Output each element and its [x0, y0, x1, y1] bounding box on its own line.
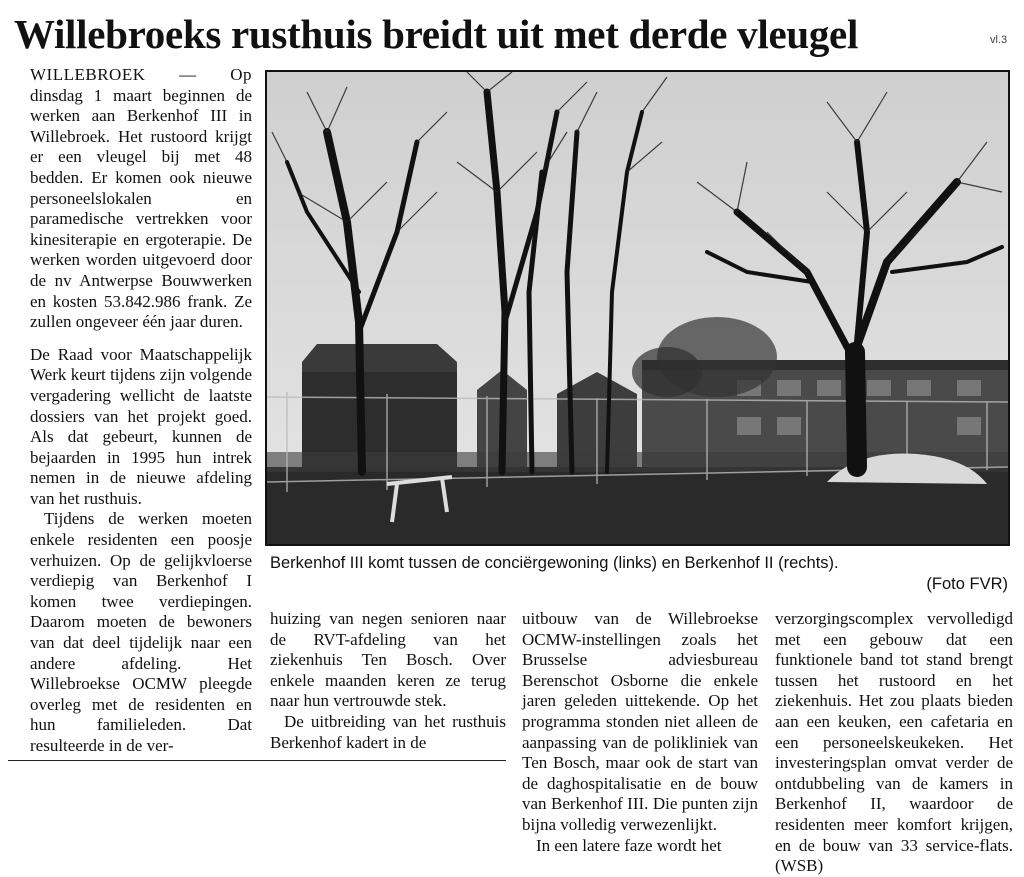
caption-text: Berkenhof III komt tussen de conciërgewoning (links) en Berkenhof II (rechts). — [270, 554, 839, 572]
paragraph: uitbouw van de Willebroekse OCMW-instellingen zoals het Brusselse adviesbureau Berenschot Osborne die enkele jaren geleden uittekende. Op het programma stonden niet alleen de aanpassing van de polikliniek van Ten Bosch, maar ook de start van de daghospitalisatie en de bouw van Berkenhof III. Die punten zijn bijna volledig verwezenlijkt. — [522, 609, 758, 834]
paragraph: Tijdens de werken moeten enkele residenten een poosje verhuizen. Op de gelijkvloerse verdiepig van Berkenhof I komen twee verdiepingen. Daarom moeten de bewoners van dat deel tijdelijk naar een andere afdeling. Het Willebroekse OCMW pleegde overleg met de residenten en hun familieleden. Dat resulteerde in de ver- — [30, 509, 252, 755]
column-rule — [8, 760, 506, 761]
paragraph: verzorgingscomplex vervolledigd met een gebouw dat een funktionele band tot stand brengt tussen het rustoord en het ziekenhuis. Het zou plaats bieden aan een keuken, een cafetaria en een personeelskeukeken. Het investeringsplan omvat verder de ontdubbeling van de kamers in Berkenhof II, waardoor de residenten meer komfort krijgen, en de bouw van 33 service-flats. (WSB) — [775, 609, 1013, 876]
dateline: WILLEBROEK — Op — [30, 65, 252, 84]
paragraph: huizing van negen senioren naar de RVT-afdeling van het ziekenhuis Ten Bosch. Over enkele maanden keren ze terug naar hun vertrouwde stek. — [270, 609, 506, 711]
paragraph: De uitbreiding van het rusthuis Berkenhof kadert in de — [270, 711, 506, 752]
lead-paragraph: dinsdag 1 maart beginnen de werken aan Berkenhof III in Willebroek. Het rustoord krijgt er een vleugel bij met 48 bedden. Er komen ook nieuwe personeelslokalen en paramedische vertrekken voor kinesiterapie en ergoterapie. De werken worden uitgevoerd door de nv Antwerpse Bouwwerken en kosten 53.842.986 frank. Ze zullen ongeveer één jaar duren. — [30, 85, 252, 332]
photo-credit: (Foto FVR) — [926, 575, 1008, 593]
article-column-3 — [522, 609, 758, 856]
article-column-1 — [30, 65, 252, 757]
article-column-2 — [270, 609, 506, 753]
article-column-4 — [775, 609, 1013, 877]
headline: Willebroeks rusthuis breidt uit met derde vleugel — [14, 11, 859, 57]
paragraph: De Raad voor Maatschappelijk Werk keurt tijdens zijn volgende vergadering wellicht de laatste dossiers van het projekt goed. Als dat gebeurt, kunnen de bejaarden in 1995 hun intrek nemen in de nieuwe afdeling van het rusthuis. — [30, 344, 252, 508]
page-corner-mark: vl.3 — [990, 34, 1008, 46]
photo-caption — [270, 553, 1010, 595]
photo-trees-buildings — [267, 72, 1008, 544]
article-photo — [265, 70, 1010, 546]
paragraph: In een latere faze wordt het — [536, 835, 722, 855]
